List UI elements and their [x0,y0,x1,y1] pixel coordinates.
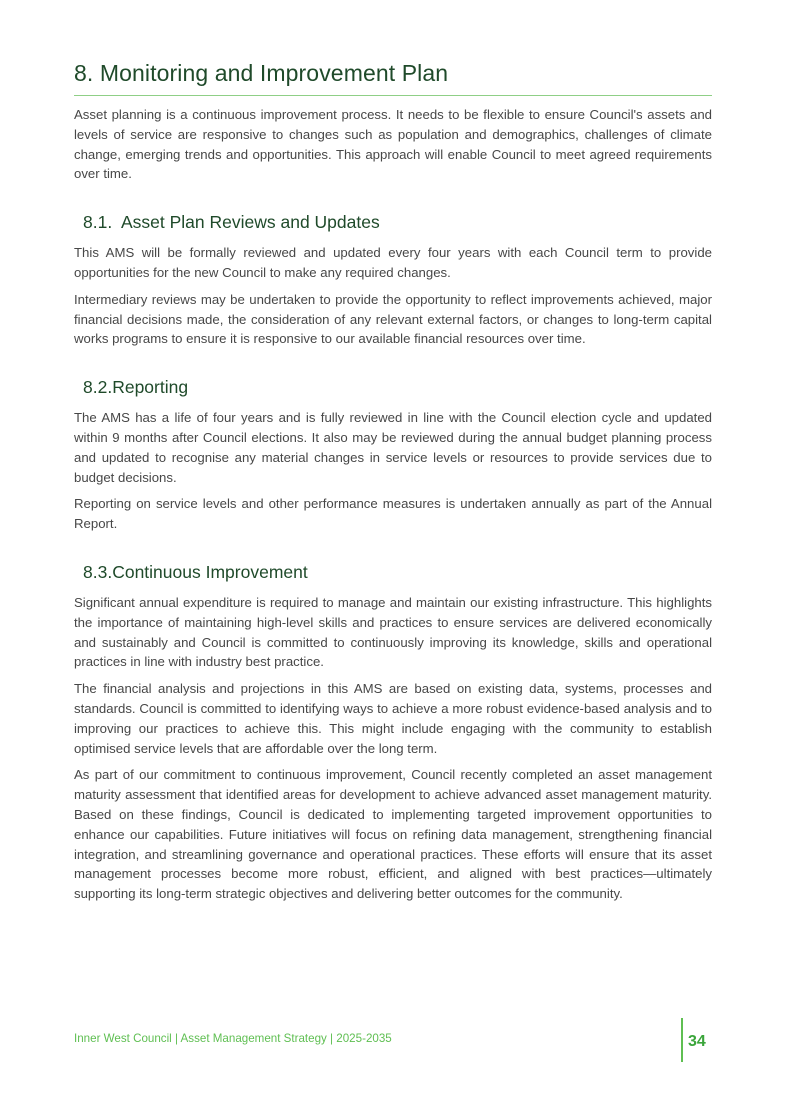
document-page [74,58,712,904]
section-heading-8-3 [74,560,712,584]
section-paragraph: Reporting on service levels and other performance measures is undertaken annually as part of the Annual Report. [74,496,712,532]
section-heading-8-2 [74,375,712,399]
section-title: Continuous Improvement [112,561,308,582]
page-number: 34 [688,1033,706,1050]
section-paragraph: This AMS will be formally reviewed and updated every four years with each Council term to provide opportunities for the new Council to make any required changes. [74,245,712,280]
section-paragraph: As part of our commitment to continuous improvement, Council recently completed an asset management maturity assessment that identified areas for development to achieve advanced asset management maturity. Based on these findings, Council is dedicated to implementing targeted improvement opportunities to enhance our capabilities. Future initiatives will focus on refining data management, strengthening financial integration, and streamlining governance and operational practices. These efforts will ensure that its asset management processes become more robust, efficient, and aligned with best practices—ultimately supporting its long-term strategic objectives and delivering better outcomes for the community. [74,767,712,902]
section-paragraph: Intermediary reviews may be undertaken to provide the opportunity to reflect improvements achieved, major financial decisions made, the consideration of any relevant external factors, or changes to long-term capital works programs to ensure it is responsive to our available financial resources over time. [74,291,712,347]
section-title: Asset Plan Reviews and Updates [120,212,380,233]
intro-paragraph: Asset planning is a continuous improvement process. It needs to be flexible to ensure Council's assets and levels of service are responsive to changes such as population and demographics, challenges of climate change, emerging trends and opportunities. This approach will enable Council to meet agreed requirements over time. [74,107,712,182]
section-heading-8-1 [74,210,712,234]
section-paragraph: The AMS has a life of four years and is fully reviewed in line with the Council election cycle and updated within 9 months after Council elections. It also may be reviewed during the annual budget planning process and updated to recognise any material changes in service levels or resources to provide services due to budget decisions. [74,410,712,485]
section-number: 8.1. [83,212,113,233]
section-paragraph: The financial analysis and projections in this AMS are based on existing data, systems, processes and standards. Council is committed to identifying ways to achieve a more robust evidence-based analysis and to improving our practices to achieve this. This might include engaging with the community to establish optimised service levels that are affordable over the long term. [74,681,712,756]
section-number: 8.2. [83,377,113,398]
section-paragraph: Significant annual expenditure is required to manage and maintain our existing infrastructure. This highlights the importance of maintaining high-level skills and practices to ensure services are delivered economically and sustainably and Council is committed to continuously improving its knowledge, skills and operational practices in line with industry best practice. [74,594,712,670]
section-title: Reporting [112,377,189,398]
footer-divider [681,1018,683,1062]
page-title: 8. Monitoring and Improvement Plan [74,58,712,96]
footer-text: Inner West Council | Asset Management Strategy | 2025-2035 [74,1032,392,1045]
section-number: 8.3. [83,561,113,582]
